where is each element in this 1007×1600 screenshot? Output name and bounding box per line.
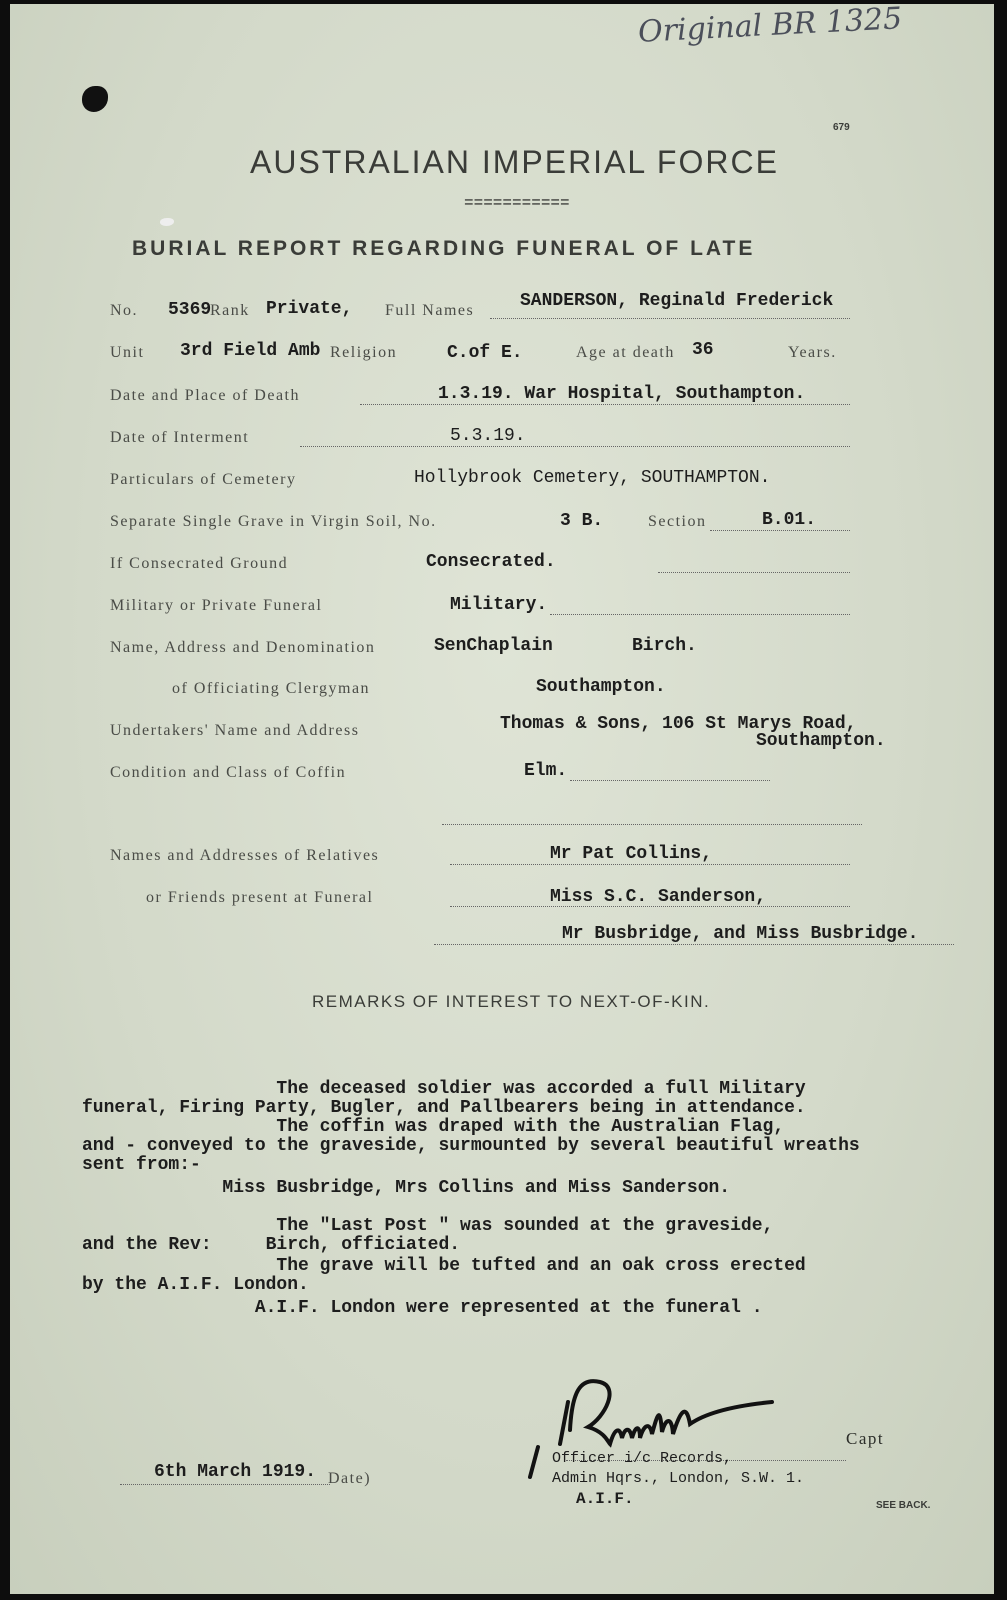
remarks-line: sent from:- — [82, 1155, 201, 1175]
unit-value: 3rd Field Amb — [180, 341, 321, 361]
handwritten-note: Original BR 1325 — [637, 1, 903, 50]
age-value: 36 — [692, 340, 714, 360]
clergy-value-1b: Birch. — [632, 636, 697, 656]
section-label: Section — [648, 513, 707, 530]
remarks-line: Miss Busbridge, Mrs Collins and Miss Sanderson. — [82, 1178, 731, 1198]
remarks-line: The grave will be tufted and an oak cross erected — [82, 1256, 806, 1276]
title-rule: =========== — [464, 194, 570, 212]
undertaker-label: Undertakers' Name and Address — [110, 722, 360, 739]
remarks-line: funeral, Firing Party, Bugler, and Pallbearers being in attendance. — [82, 1098, 806, 1118]
section-value: B.01. — [762, 510, 817, 530]
dotted-line — [658, 572, 850, 573]
remarks-line: and - conveyed to the graveside, surmounted by several beautiful wreaths — [82, 1136, 860, 1156]
clergy-value-2: Southampton. — [536, 677, 666, 697]
consecrated-label: If Consecrated Ground — [110, 555, 289, 572]
remarks-line: A.I.F. London were represented at the funeral . — [82, 1298, 763, 1318]
burial-report-document — [10, 1, 994, 1594]
clergy-label-2: of Officiating Clergyman — [172, 680, 371, 697]
religion-label: Religion — [330, 344, 398, 361]
consecrated-value: Consecrated. — [426, 552, 556, 572]
paper-hole — [160, 218, 174, 226]
years-label: Years. — [788, 344, 837, 361]
dotted-line — [300, 446, 850, 447]
date-value: 6th March 1919. — [154, 1462, 317, 1482]
date-label: Date) — [328, 1470, 372, 1487]
dotted-line — [360, 404, 850, 405]
full-names-value: SANDERSON, Reginald Frederick — [520, 291, 834, 311]
clergy-value-1: SenChaplain — [434, 636, 553, 656]
no-value: 5369 — [168, 300, 212, 320]
religion-value: C.of E. — [447, 343, 523, 363]
form-number: 679 — [833, 122, 850, 133]
undertaker-value-1: Thomas & Sons, 106 St Marys Road, — [500, 714, 857, 734]
funeral-type-label: Military or Private Funeral — [110, 597, 323, 614]
clergy-label-1: Name, Address and Denomination — [110, 639, 376, 656]
dotted-line — [450, 906, 850, 907]
officer-title-1: Officer i/c Records, — [552, 1450, 733, 1467]
officer-rank: Capt — [846, 1429, 885, 1448]
remarks-line: The "Last Post " was sounded at the graveside, — [82, 1216, 774, 1236]
undertaker-value-2: Southampton. — [756, 731, 886, 751]
remarks-line: The coffin was draped with the Australian Flag, — [82, 1117, 785, 1137]
remarks-line: and the Rev: Birch, officiated. — [82, 1235, 461, 1255]
no-label: No. — [110, 302, 139, 319]
unit-label: Unit — [110, 344, 145, 361]
death-label: Date and Place of Death — [110, 387, 300, 404]
coffin-label: Condition and Class of Coffin — [110, 764, 347, 781]
cemetery-value: Hollybrook Cemetery, SOUTHAMPTON. — [414, 468, 771, 488]
funeral-type-value: Military. — [450, 595, 548, 615]
age-label: Age at death — [576, 344, 675, 361]
dotted-line — [710, 530, 850, 531]
full-names-label: Full Names — [385, 302, 475, 319]
grave-label: Separate Single Grave in Virgin Soil, No. — [110, 513, 437, 530]
interment-label: Date of Interment — [110, 429, 250, 446]
relatives-label-2: or Friends present at Funeral — [146, 889, 374, 906]
officer-title-2: Admin Hqrs., London, S.W. 1. — [552, 1470, 805, 1487]
page-title: AUSTRALIAN IMPERIAL FORCE — [250, 144, 779, 180]
page-subtitle: BURIAL REPORT REGARDING FUNERAL OF LATE — [132, 237, 756, 260]
rank-value: Private, — [266, 299, 353, 319]
interment-value: 5.3.19. — [450, 426, 526, 446]
rank-label: Rank — [210, 302, 250, 319]
see-back-note: SEE BACK. — [876, 1500, 931, 1511]
dotted-line — [570, 780, 770, 781]
dotted-line — [120, 1484, 330, 1485]
remarks-body — [82, 1080, 860, 1318]
remarks-line — [82, 1198, 860, 1217]
cemetery-label: Particulars of Cemetery — [110, 471, 297, 488]
remarks-line: by the A.I.F. London. — [82, 1275, 309, 1295]
dotted-line — [490, 318, 850, 319]
coffin-value: Elm. — [524, 761, 568, 781]
relatives-value-1: Mr Pat Collins, — [550, 844, 713, 864]
dotted-line — [442, 824, 862, 825]
dotted-line — [550, 614, 850, 615]
relatives-value-3: Mr Busbridge, and Miss Busbridge. — [562, 924, 919, 944]
dotted-line — [450, 864, 850, 865]
relatives-label-1: Names and Addresses of Relatives — [110, 847, 380, 864]
remarks-heading: REMARKS OF INTEREST TO NEXT-OF-KIN. — [312, 992, 711, 1011]
grave-value: 3 B. — [560, 511, 604, 531]
death-value: 1.3.19. War Hospital, Southampton. — [438, 384, 806, 404]
remarks-line: The deceased soldier was accorded a full Military — [82, 1079, 806, 1099]
relatives-value-2: Miss S.C. Sanderson, — [550, 887, 767, 907]
officer-title-3: A.I.F. — [576, 1490, 634, 1508]
dotted-line — [434, 944, 954, 945]
ink-blot — [82, 86, 108, 112]
